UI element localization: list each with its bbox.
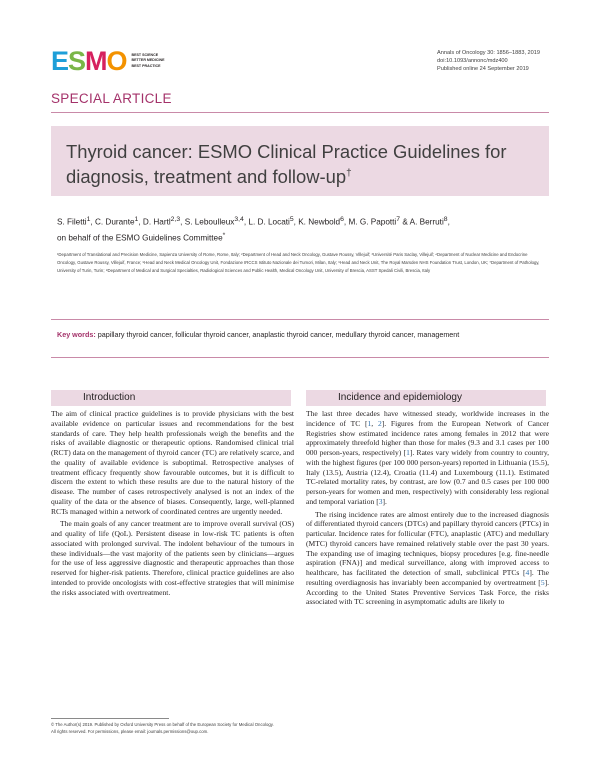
section-heading-incidence: Incidence and epidemiology [306,390,546,406]
esmo-logo-tagline: BEST SCIENCE BETTER MEDICINE BEST PRACTICE [131,52,165,68]
permissions-line: All rights reserved. For permissions, please email: journals.permissions@oup.com. [51,728,209,734]
copyright-footer [51,722,549,735]
keywords-list: papillary thyroid cancer, follicular thyroid cancer, anaplastic thyroid cancer, medullary thyroid cancer, management [97,330,460,339]
paragraph: The rising incidence rates are almost entirely due to the increased diagnosis of differentiated thyroid cancers (DTCs) and papillary thyroid cancers (PTCs) in particular. Incidence rates for follicular (FTC), anaplastic (ATC) and medullary (MTC) thyroid cancers have remained relatively stable over the past 30 years. The expanding use of imaging techniques, biopsy procedures [e.g. fine-needle aspiration (FNA)] and medical surveillance, along with improved access to healthcare, has facilitated the detection of small, subclinical PTCs [4]. The resulting overdiagnosis has invariably been accompanied by overtreatment [5]. According to the United States Preventive Services Task Force, the risks associated with TC screening in asymptomatic adults are likely to [306,509,549,607]
keywords-label: Key words: [57,330,96,339]
footer-divider [51,718,169,719]
published-date: Published online 24 September 2019 [437,66,529,73]
keywords-divider-bottom [51,357,549,358]
paragraph: The last three decades have witnessed steady, worldwide increases in the incidence of TC [1, 2]. Figures from the European Network of Cancer Registries show estimated incidence rates among females in 2012 that were approximately threefold higher than those for males (9.3 and 3.1 cases per 100 000 person-years, respectively) [1]. Rates vary widely from country to country, with the highest figures (per 100 000 person-years) reported in Lithuania (15.5), Italy (13.5), Austria (12.4), Croatia (11.4) and Luxembourg (11.1). Estimated TC-related mortality rates, by contrast, are low (0.7 and 0.5 cases per 100 000 person-years for women and men, respectively) with considerably less regional and temporal variation [3]. [306,409,549,506]
incidence-body [306,409,549,607]
author: L. D. Locati [248,217,290,227]
journal-line: Annals of Oncology 30: 1856–1883, 2019 [437,50,540,56]
section-divider [51,112,549,113]
author-list: S. Filetti$^1$, C. Durante$^1$, D. Hartl$^{2,3}$, S. Leboulleux$^{3,4}$, L. D. Locati$^5$, K. Newbold$^6$, M. G. Papotti$^7$ & A. Berruti$^8$, on behalf of the ESMO Guidelines Committee* [57,216,450,243]
citation-link[interactable]: 1 [406,448,410,457]
citation-link[interactable]: 3 [378,496,383,506]
author: S. Leboulleux [184,217,235,227]
citation-link[interactable]: 5 [540,577,545,587]
title-footnote-mark[interactable]: † [346,168,352,179]
paragraph: The main goals of any cancer treatment are to improve overall survival (OS) and quality of life (QoL). Persistent disease in low-risk TC patients is often associated with prolonged survival. The indolent behaviour of the tumours in these individuals—the vast majority of the patients seen by clinicians—argues for the use of less aggressive diagnostic and therapeutic approaches than those reserved for higher-risk patients. Therefore, clinical practice guidelines are also intended to provide oncologists with cost-effective strategies that will minimise the risks associated with overtreatment. [51,519,294,597]
citation-link[interactable]: 4 [525,568,530,577]
author: S. Filetti [57,217,87,227]
affiliations: ¹Department of Translational and Precision Medicine, Sapienza University of Rome, Rome, Italy; ²Department of Head and Neck Oncology, Gustave Roussy, Villejuif; ³Université Paris Saclay, Villejuif; ⁴Department of Nuclear Medicine and Endocrine Oncology, Gustave Roussy, Villejuif, France; ⁵Head and Neck Medical Oncology Unit, Fondazione IRCCS Istituto Nazionale dei Tumori, Milan, Italy; ⁶Head and Neck Unit, The Royal Marsden NHS Foundation Trust, London, UK; ⁷Department of Pathology, University of Turin, Turin; ⁸Department of Medical and Surgical Specialties, Radiological Sciences and Public Health, Medical Oncology Unit, University of Brescia, ASST Spedali Civili, Brescia, Italy [57,252,540,273]
article-title: Thyroid cancer: ESMO Clinical Practice Guidelines for diagnosis, treatment and follow-up† [66,141,507,188]
author: K. Newbold [298,217,341,227]
committee-line: on behalf of the ESMO Guidelines Committee [57,233,223,243]
author-connector: & [402,217,408,227]
keywords [57,330,542,340]
author: A. Berruti [409,217,444,227]
author: C. Durante [94,217,135,227]
author: D. Hartl [142,217,171,227]
section-label: SPECIAL ARTICLE [51,91,172,106]
citation-link[interactable]: 2 [377,418,382,428]
committee-footnote-mark[interactable]: * [222,231,226,239]
doi-link[interactable]: doi:10.1093/annonc/mdz400 [437,58,508,65]
author: M. G. Papotti [348,217,397,227]
esmo-logo-wordmark: ESMO [51,46,127,76]
esmo-logo [51,47,165,75]
paragraph: The aim of clinical practice guidelines is to provide physicians with the best available evidence on particular issues and recommendations for the best standards of care. They help health professionals weigh the benefits and the risks of available diagnostic or therapeutic options. Randomised clinical trial (RCT) data on the management of thyroid cancer (TC) are relatively scarce, and the quality of available evidence is suboptimal. Retrospective analyses of treatment efficacy frequently show favourable outcomes, but it is difficult to discern the extent to which these results are due to the natural history of the disease. The number of cases retrospectively analysed is not an index of the quality of the data or the absence of biases. Consequently, large, well-planned RCTs managed within a network of coordinated centres are urgently needed. [51,409,294,516]
keywords-divider-top [51,319,549,320]
citation-link[interactable]: 1 [367,418,372,428]
copyright-line: © The Author(s) 2019. Published by Oxford University Press on behalf of the European Society for Medical Oncology. [51,722,274,727]
introduction-body [51,409,294,597]
section-heading-introduction: Introduction [51,390,291,406]
journal-citation [437,49,540,74]
